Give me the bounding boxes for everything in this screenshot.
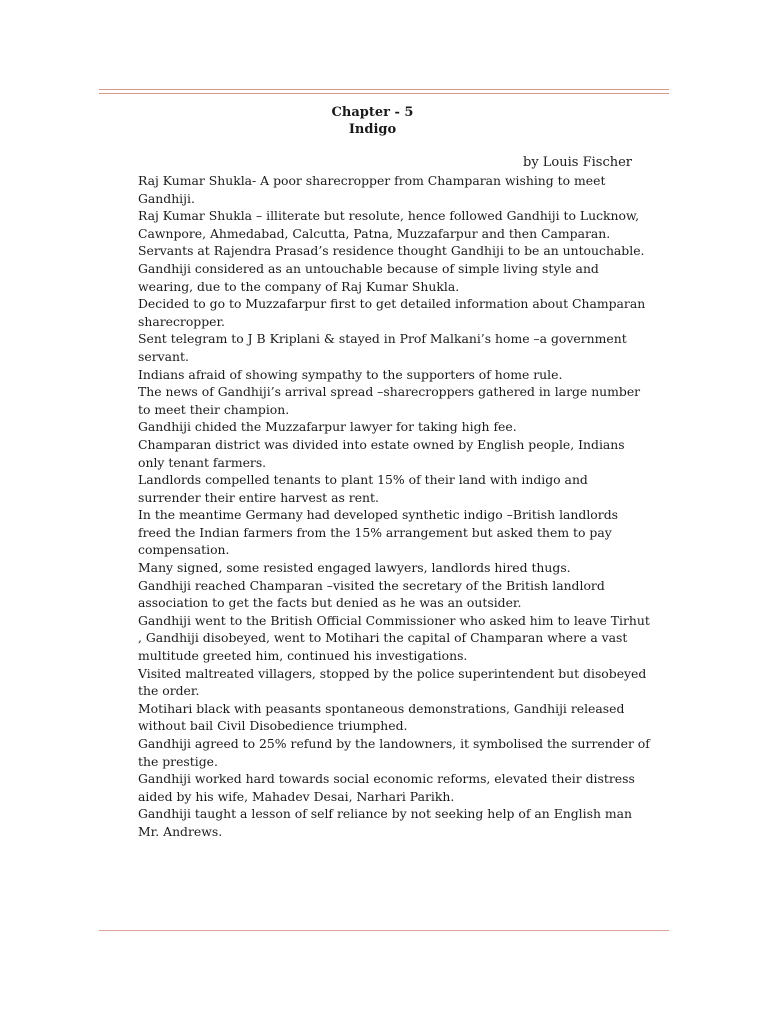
summary-paragraph: Gandhiji considered as an untouchable because of simple living style and wearing, due to the company of Raj Kumar Shukla. bbox=[138, 260, 599, 294]
summary-paragraph: Gandhiji agreed to 25% refund by the landowners, it symbolised the surrender of the prestige. bbox=[138, 736, 650, 769]
summary-paragraph: Many signed, some resisted engaged lawyers, landlords hired thugs. bbox=[138, 560, 571, 576]
summary-paragraph: Champaran district was divided into estate owned by English people, Indians only tenant farmers. bbox=[138, 436, 625, 470]
summary-body bbox=[138, 172, 654, 841]
summary-paragraph: Visited maltreated villagers, stopped by the police superintendent but disobeyed the order. bbox=[138, 665, 647, 699]
summary-paragraph: In the meantime Germany had developed synthetic indigo –British landlords freed the Indian farmers from the 15% arrangement but asked them to pay compensation. bbox=[138, 507, 618, 558]
header-double-rule bbox=[99, 89, 669, 94]
chapter-heading: Chapter - 5 bbox=[331, 105, 414, 120]
summary-paragraph: Raj Kumar Shukla – illiterate but resolute, hence followed Gandhiji to Lucknow, Cawnpore, Ahmedabad, Calcutta, Patna, Muzzafarpur and then Camparan. bbox=[138, 208, 640, 241]
footer-rule bbox=[99, 930, 669, 931]
summary-paragraph: Sent telegram to J B Kriplani & stayed in Prof Malkani’s home –a government servant. bbox=[138, 331, 627, 364]
summary-paragraph: Gandhiji worked hard towards social economic reforms, elevated their distress aided by his wife, Mahadev Desai, Narhari Parikh. bbox=[138, 771, 635, 804]
summary-paragraph: Motihari black with peasants spontaneous demonstrations, Gandhiji released without bail Civil Disobedience triumphed. bbox=[138, 700, 625, 734]
summary-paragraph: Gandhiji went to the British Official Commissioner who asked him to leave Tirhut , Gandhiji disobeyed, went to Motihari the capital of Champaran where a vast multitude greeted him, continued his investigations. bbox=[138, 612, 650, 664]
summary-paragraph: Gandhiji taught a lesson of self reliance by not seeking help of an English man Mr. Andrews. bbox=[138, 806, 632, 839]
author-line: by Louis Fischer bbox=[523, 155, 633, 170]
summary-paragraph: Gandhiji reached Champaran –visited the secretary of the British landlord association to get the facts but denied as he was an outsider. bbox=[138, 577, 605, 611]
summary-paragraph: Gandhiji chided the Muzzafarpur lawyer for taking high fee. bbox=[138, 419, 517, 435]
summary-paragraph: Indians afraid of showing sympathy to the supporters of home rule. bbox=[138, 366, 563, 382]
chapter-title: Indigo bbox=[348, 122, 397, 137]
summary-paragraph: The news of Gandhiji’s arrival spread –sharecroppers gathered in large number to meet their champion. bbox=[138, 384, 641, 417]
summary-paragraph: Raj Kumar Shukla- A poor sharecropper from Champaran wishing to meet Gandhiji. bbox=[138, 173, 606, 206]
summary-paragraph: Servants at Rajendra Prasad’s residence thought Gandhiji to be an untouchable. bbox=[138, 243, 645, 259]
summary-paragraph: Landlords compelled tenants to plant 15% of their land with indigo and surrender their entire harvest as rent. bbox=[138, 472, 588, 505]
summary-paragraph: Decided to go to Muzzafarpur first to get detailed information about Champaran sharecropper. bbox=[138, 296, 646, 329]
